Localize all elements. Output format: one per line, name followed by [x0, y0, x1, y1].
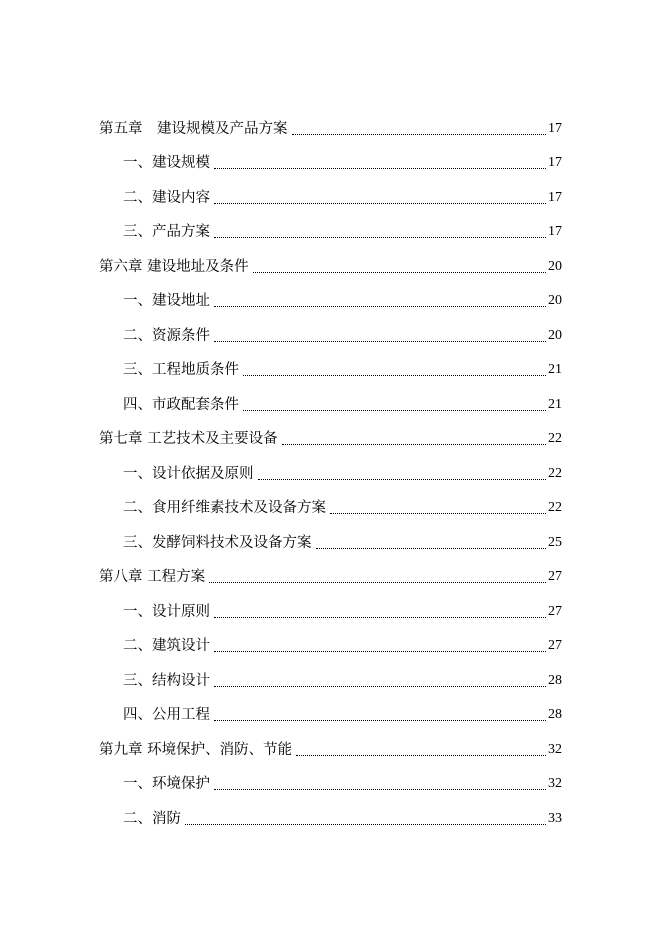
toc-dot-leader — [258, 478, 547, 480]
toc-chapter-entry[interactable] — [99, 553, 562, 588]
toc-chapter-entry[interactable] — [99, 725, 562, 760]
toc-entry-label: 一、设计原则 — [123, 603, 210, 620]
toc-section-entry[interactable] — [99, 794, 562, 829]
toc-page-number: 17 — [548, 224, 562, 239]
toc-page-number: 28 — [548, 707, 562, 722]
toc-dot-leader — [214, 616, 546, 618]
toc-section-entry[interactable] — [99, 173, 562, 208]
toc-page-number: 20 — [548, 293, 562, 308]
toc-section-entry[interactable] — [99, 139, 562, 174]
toc-section-entry[interactable] — [99, 760, 562, 795]
toc-dot-leader — [214, 305, 546, 307]
toc-chapter-entry[interactable] — [99, 415, 562, 450]
toc-page-number: 28 — [548, 672, 562, 688]
toc-dot-leader — [214, 719, 546, 721]
toc-dot-leader — [214, 236, 546, 238]
toc-entry-label: 三、产品方案 — [123, 224, 210, 240]
toc-section-entry[interactable] — [99, 622, 562, 657]
toc-entry-label: 二、资源条件 — [123, 327, 210, 344]
toc-section-entry[interactable] — [99, 656, 562, 691]
toc-dot-leader — [243, 409, 546, 411]
toc-page-number: 22 — [548, 431, 562, 446]
toc-entry-label: 一、环境保护 — [123, 776, 210, 792]
toc-section-entry[interactable] — [99, 277, 562, 312]
toc-page-number: 27 — [548, 569, 562, 584]
toc-page-number: 17 — [548, 155, 562, 170]
toc-page-number: 25 — [548, 534, 562, 550]
toc-entry-label: 二、建筑设计 — [123, 638, 210, 654]
toc-entry-label: 二、建设内容 — [123, 189, 210, 206]
toc-entry-label: 三、工程地质条件 — [123, 362, 239, 378]
toc-page-number: 32 — [548, 776, 562, 791]
toc-section-entry[interactable] — [99, 449, 562, 484]
toc-entry-label: 第七章 工艺技术及主要设备 — [99, 431, 278, 447]
toc-page-number: 33 — [548, 810, 562, 826]
toc-dot-leader — [330, 512, 546, 514]
toc-entry-label: 第九章 环境保护、消防、节能 — [99, 741, 293, 758]
toc-page-number: 20 — [548, 258, 562, 274]
toc-dot-leader — [282, 443, 546, 445]
toc-entry-label: 四、公用工程 — [123, 707, 210, 723]
toc-page-number: 32 — [548, 741, 562, 757]
toc-chapter-entry[interactable] — [99, 242, 562, 277]
toc-dot-leader — [214, 202, 546, 204]
toc-entry-label: 二、消防 — [123, 810, 181, 827]
toc-dot-leader — [185, 823, 546, 825]
toc-chapter-entry[interactable] — [99, 104, 562, 139]
toc-section-entry[interactable] — [99, 484, 562, 519]
toc-page-number: 27 — [548, 603, 562, 619]
toc-dot-leader — [214, 650, 546, 652]
toc-entry-label: 一、建设地址 — [123, 293, 210, 309]
toc-page-number: 20 — [548, 327, 562, 343]
toc-section-entry[interactable] — [99, 311, 562, 346]
toc-entry-label: 一、设计依据及原则 — [123, 465, 254, 482]
toc-entry-label: 第五章 建设规模及产品方案 — [99, 120, 288, 137]
toc-entry-label: 第六章 建设地址及条件 — [99, 258, 249, 275]
toc-section-entry[interactable] — [99, 380, 562, 415]
toc-page-number: 17 — [548, 120, 562, 136]
toc-page-number: 22 — [548, 465, 562, 481]
toc-entry-label: 四、市政配套条件 — [123, 396, 239, 413]
toc-dot-leader — [214, 788, 546, 790]
toc-page-number: 27 — [548, 638, 562, 653]
toc-entry-label: 三、结构设计 — [123, 672, 210, 689]
toc-page-number: 21 — [548, 396, 562, 412]
table-of-contents — [99, 104, 562, 829]
toc-section-entry[interactable] — [99, 587, 562, 622]
toc-entry-label: 第八章 工程方案 — [99, 569, 206, 585]
toc-page-number: 21 — [548, 362, 562, 377]
toc-dot-leader — [209, 581, 546, 583]
toc-dot-leader — [296, 754, 546, 756]
toc-section-entry[interactable] — [99, 346, 562, 381]
toc-entry-label: 二、食用纤维素技术及设备方案 — [123, 500, 326, 516]
toc-page-number: 17 — [548, 189, 562, 205]
toc-entry-label: 三、发酵饲料技术及设备方案 — [123, 534, 312, 551]
toc-entry-label: 一、建设规模 — [123, 155, 210, 171]
toc-dot-leader — [214, 685, 546, 687]
toc-page-number: 22 — [548, 500, 562, 515]
toc-dot-leader — [214, 167, 546, 169]
toc-dot-leader — [316, 547, 547, 549]
toc-section-entry[interactable] — [99, 691, 562, 726]
toc-dot-leader — [253, 271, 546, 273]
toc-dot-leader — [214, 340, 546, 342]
toc-section-entry[interactable] — [99, 208, 562, 243]
toc-dot-leader — [292, 133, 547, 135]
toc-dot-leader — [243, 374, 546, 376]
toc-section-entry[interactable] — [99, 518, 562, 553]
